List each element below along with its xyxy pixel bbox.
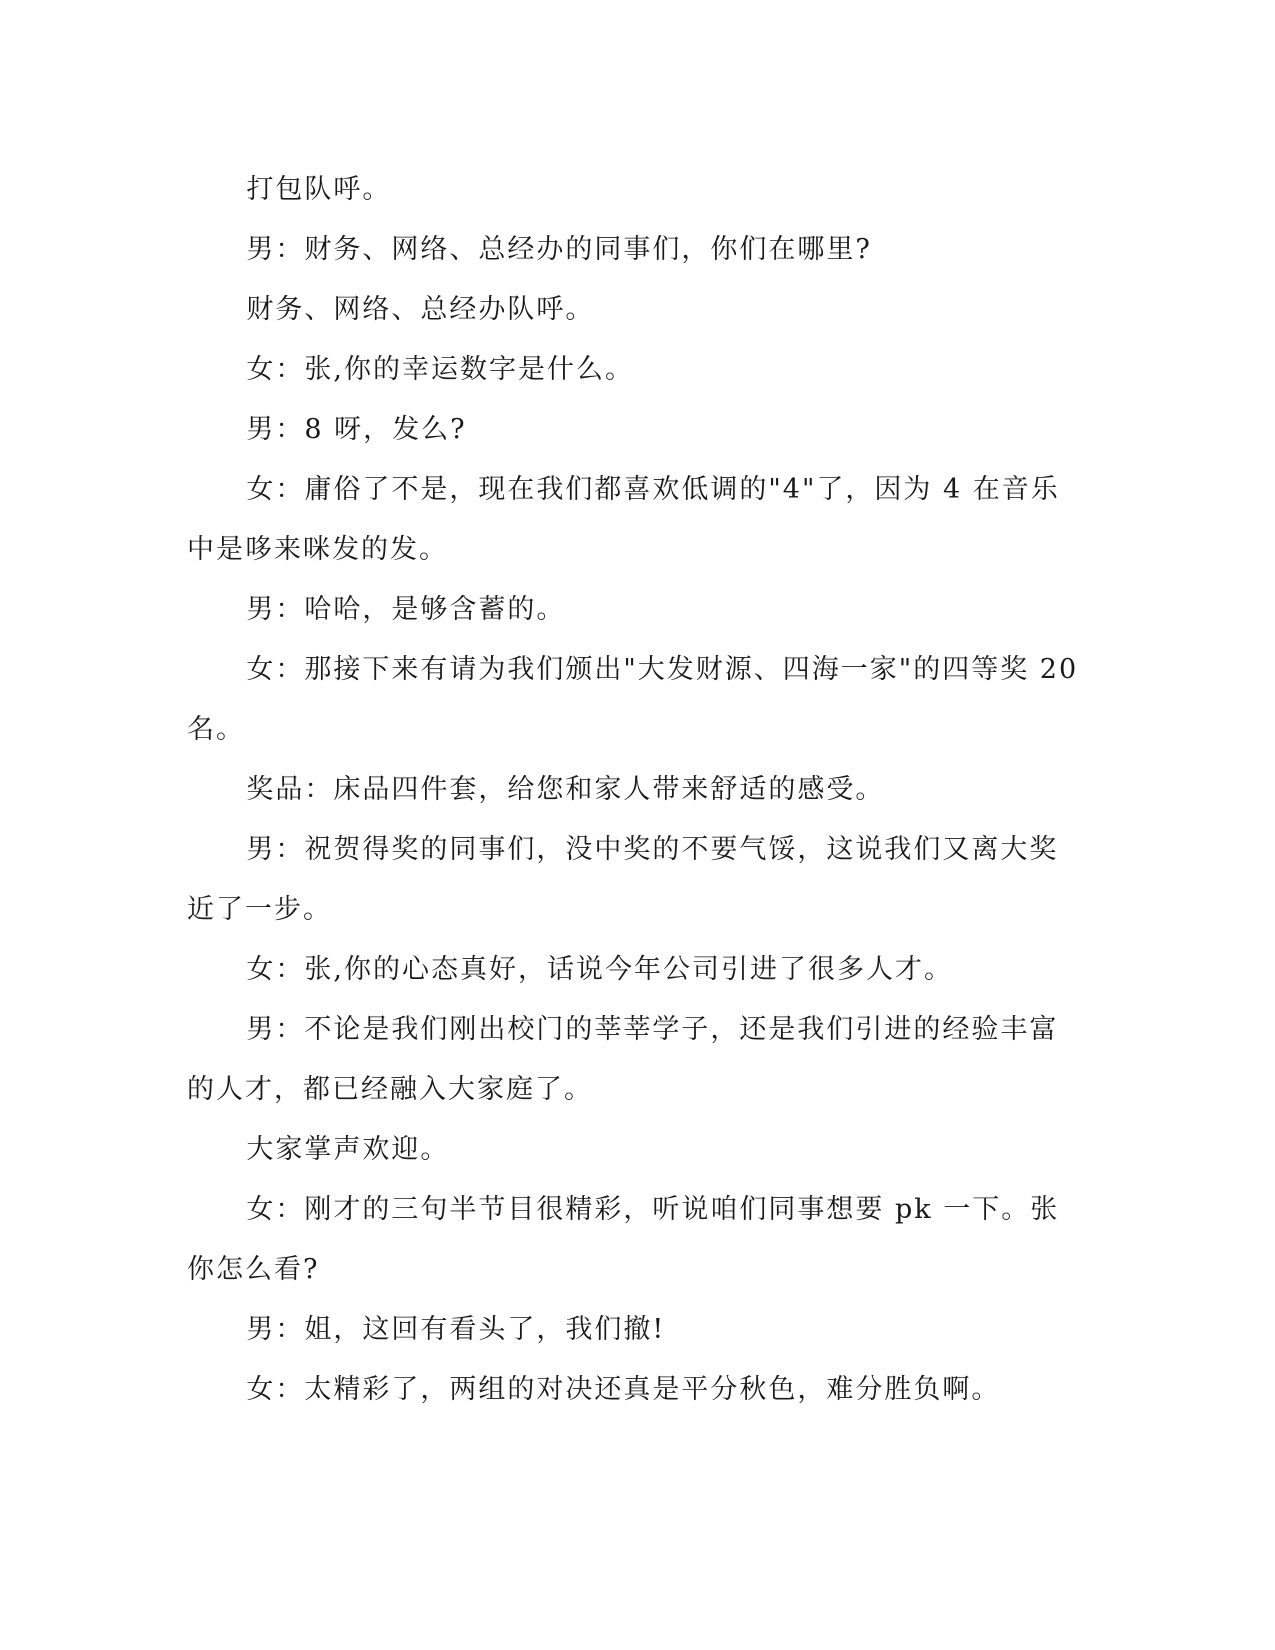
paragraph: 男：8 呀，发么?	[246, 414, 467, 445]
paragraph: 财务、网络、总经办队呼。	[246, 294, 595, 325]
paragraph: 女：张,你的幸运数字是什么。	[246, 354, 634, 385]
paragraph: 女：张,你的心态真好，话说今年公司引进了很多人才。	[246, 954, 953, 985]
paragraph: 大家掌声欢迎。	[246, 1134, 450, 1165]
document-body	[187, 160, 1087, 1420]
paragraph: 奖品：床品四件套，给您和家人带来舒适的感受。	[246, 774, 885, 805]
paragraph: 女：那接下来有请为我们颁出"大发财源、四海一家"的四等奖 20 名。	[187, 654, 1079, 745]
paragraph: 女：刚才的三句半节目很精彩，听说咱们同事想要 pk 一下。张你怎么看?	[187, 1194, 1060, 1285]
paragraph: 女：太精彩了，两组的对决还真是平分秋色，难分胜负啊。	[246, 1374, 1001, 1405]
paragraph: 男：哈哈，是够含蓄的。	[246, 594, 566, 625]
paragraph: 男：姐，这回有看头了，我们撤!	[246, 1314, 666, 1345]
paragraph: 男：不论是我们刚出校门的莘莘学子，还是我们引进的经验丰富的人才，都已经融入大家庭了。	[187, 1014, 1059, 1105]
paragraph: 女：庸俗了不是，现在我们都喜欢低调的"4"了，因为 4 在音乐中是哆来咪发的发。	[187, 474, 1060, 565]
paragraph: 男：祝贺得奖的同事们，没中奖的不要气馁，这说我们又离大奖近了一步。	[187, 834, 1059, 925]
paragraph: 打包队呼。	[246, 174, 392, 205]
paragraph: 男：财务、网络、总经办的同事们，你们在哪里?	[246, 234, 872, 265]
